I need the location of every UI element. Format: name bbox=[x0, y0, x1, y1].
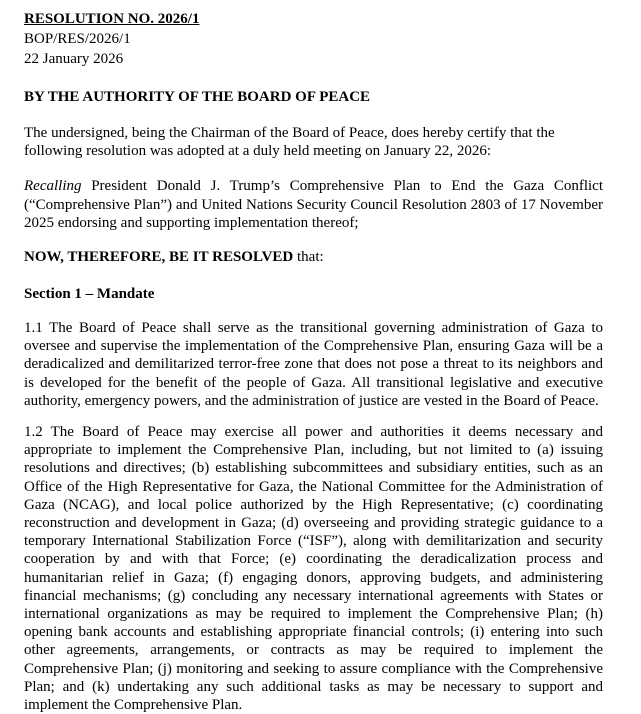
resolution-title: RESOLUTION NO. 2026/1 bbox=[24, 11, 200, 27]
clause-1-1: 1.1 The Board of Peace shall serve as the transitional governing administration of Gaza to oversee and supervise the implementation of the Comprehensive Plan, ensuring Gaza will be a deradicalized and demilitarized terror-free zone that does not pose a threat to its neighbors and is developed for the benefit of the people of Gaza. All transitional legislative and executive authority, emergency powers, and the administration of justice are vested in the Board of Peace. bbox=[24, 320, 603, 409]
section-heading: Section 1 – Mandate bbox=[24, 286, 155, 303]
resolution-date: 22 January 2026 bbox=[24, 51, 124, 67]
clause-1-2: 1.2 The Board of Peace may exercise all power and authorities it deems necessary and appropriate to implement the Comprehensive Plan, including, but not limited to (a) issuing resolutions and directives; (b) establishing subcommittees and subsidiary entities, such as an Office of the High Representative for Gaza, the National Committee for the Administration of Gaza (NCAG), and local police authorized by the High Representative; (c) coordinating reconstruction and development in Gaza; (d) overseeing and providing strategic guidance to a temporary International Stabilization Force (“ISF”), along with demilitarization and security cooperation by and with that Force; (e) coordinating the deradicalization process and humanitarian relief in Gaza; (f) engaging donors, approving budgets, and administering financial mechanisms; (g) concluding any necessary international agreements with States or international organizations as may be required to implement the Comprehensive Plan; (h) opening bank accounts and establishing appropriate financial controls; (i) entering into such other agreements, arrangements, or contracts as may be required to implement the Comprehensive Plan; (j) monitoring and seeking to assure compliance with the Comprehensive Plan; and (k) undertaking any such additional tasks as may be necessary to support and implement the Comprehensive Plan. bbox=[24, 424, 603, 714]
authority-heading: BY THE AUTHORITY OF THE BOARD OF PEACE bbox=[24, 89, 371, 105]
certification-paragraph: The undersigned, being the Chairman of the Board of Peace, does hereby certify that the following resolution was adopted at a duly held meeting on January 22, 2026: bbox=[24, 125, 555, 160]
resolved-bold-text: NOW, THEREFORE, BE IT RESOLVED bbox=[24, 249, 294, 266]
resolution-header bbox=[24, 9, 603, 69]
recital-text: President Donald J. Trump’s Comprehensive Plan to End the Gaza Conflict (“Comprehensive Plan”) and United Nations Security Council Resolution 2803 of 17 November 2025 endorsing and supporting implementation thereof; bbox=[24, 178, 603, 231]
recital-lead-word: Recalling bbox=[24, 178, 82, 195]
recital-paragraph bbox=[24, 177, 603, 232]
resolved-tail-text: that: bbox=[293, 249, 324, 266]
resolution-reference: BOP/RES/2026/1 bbox=[24, 31, 131, 47]
resolved-clause bbox=[24, 247, 603, 267]
